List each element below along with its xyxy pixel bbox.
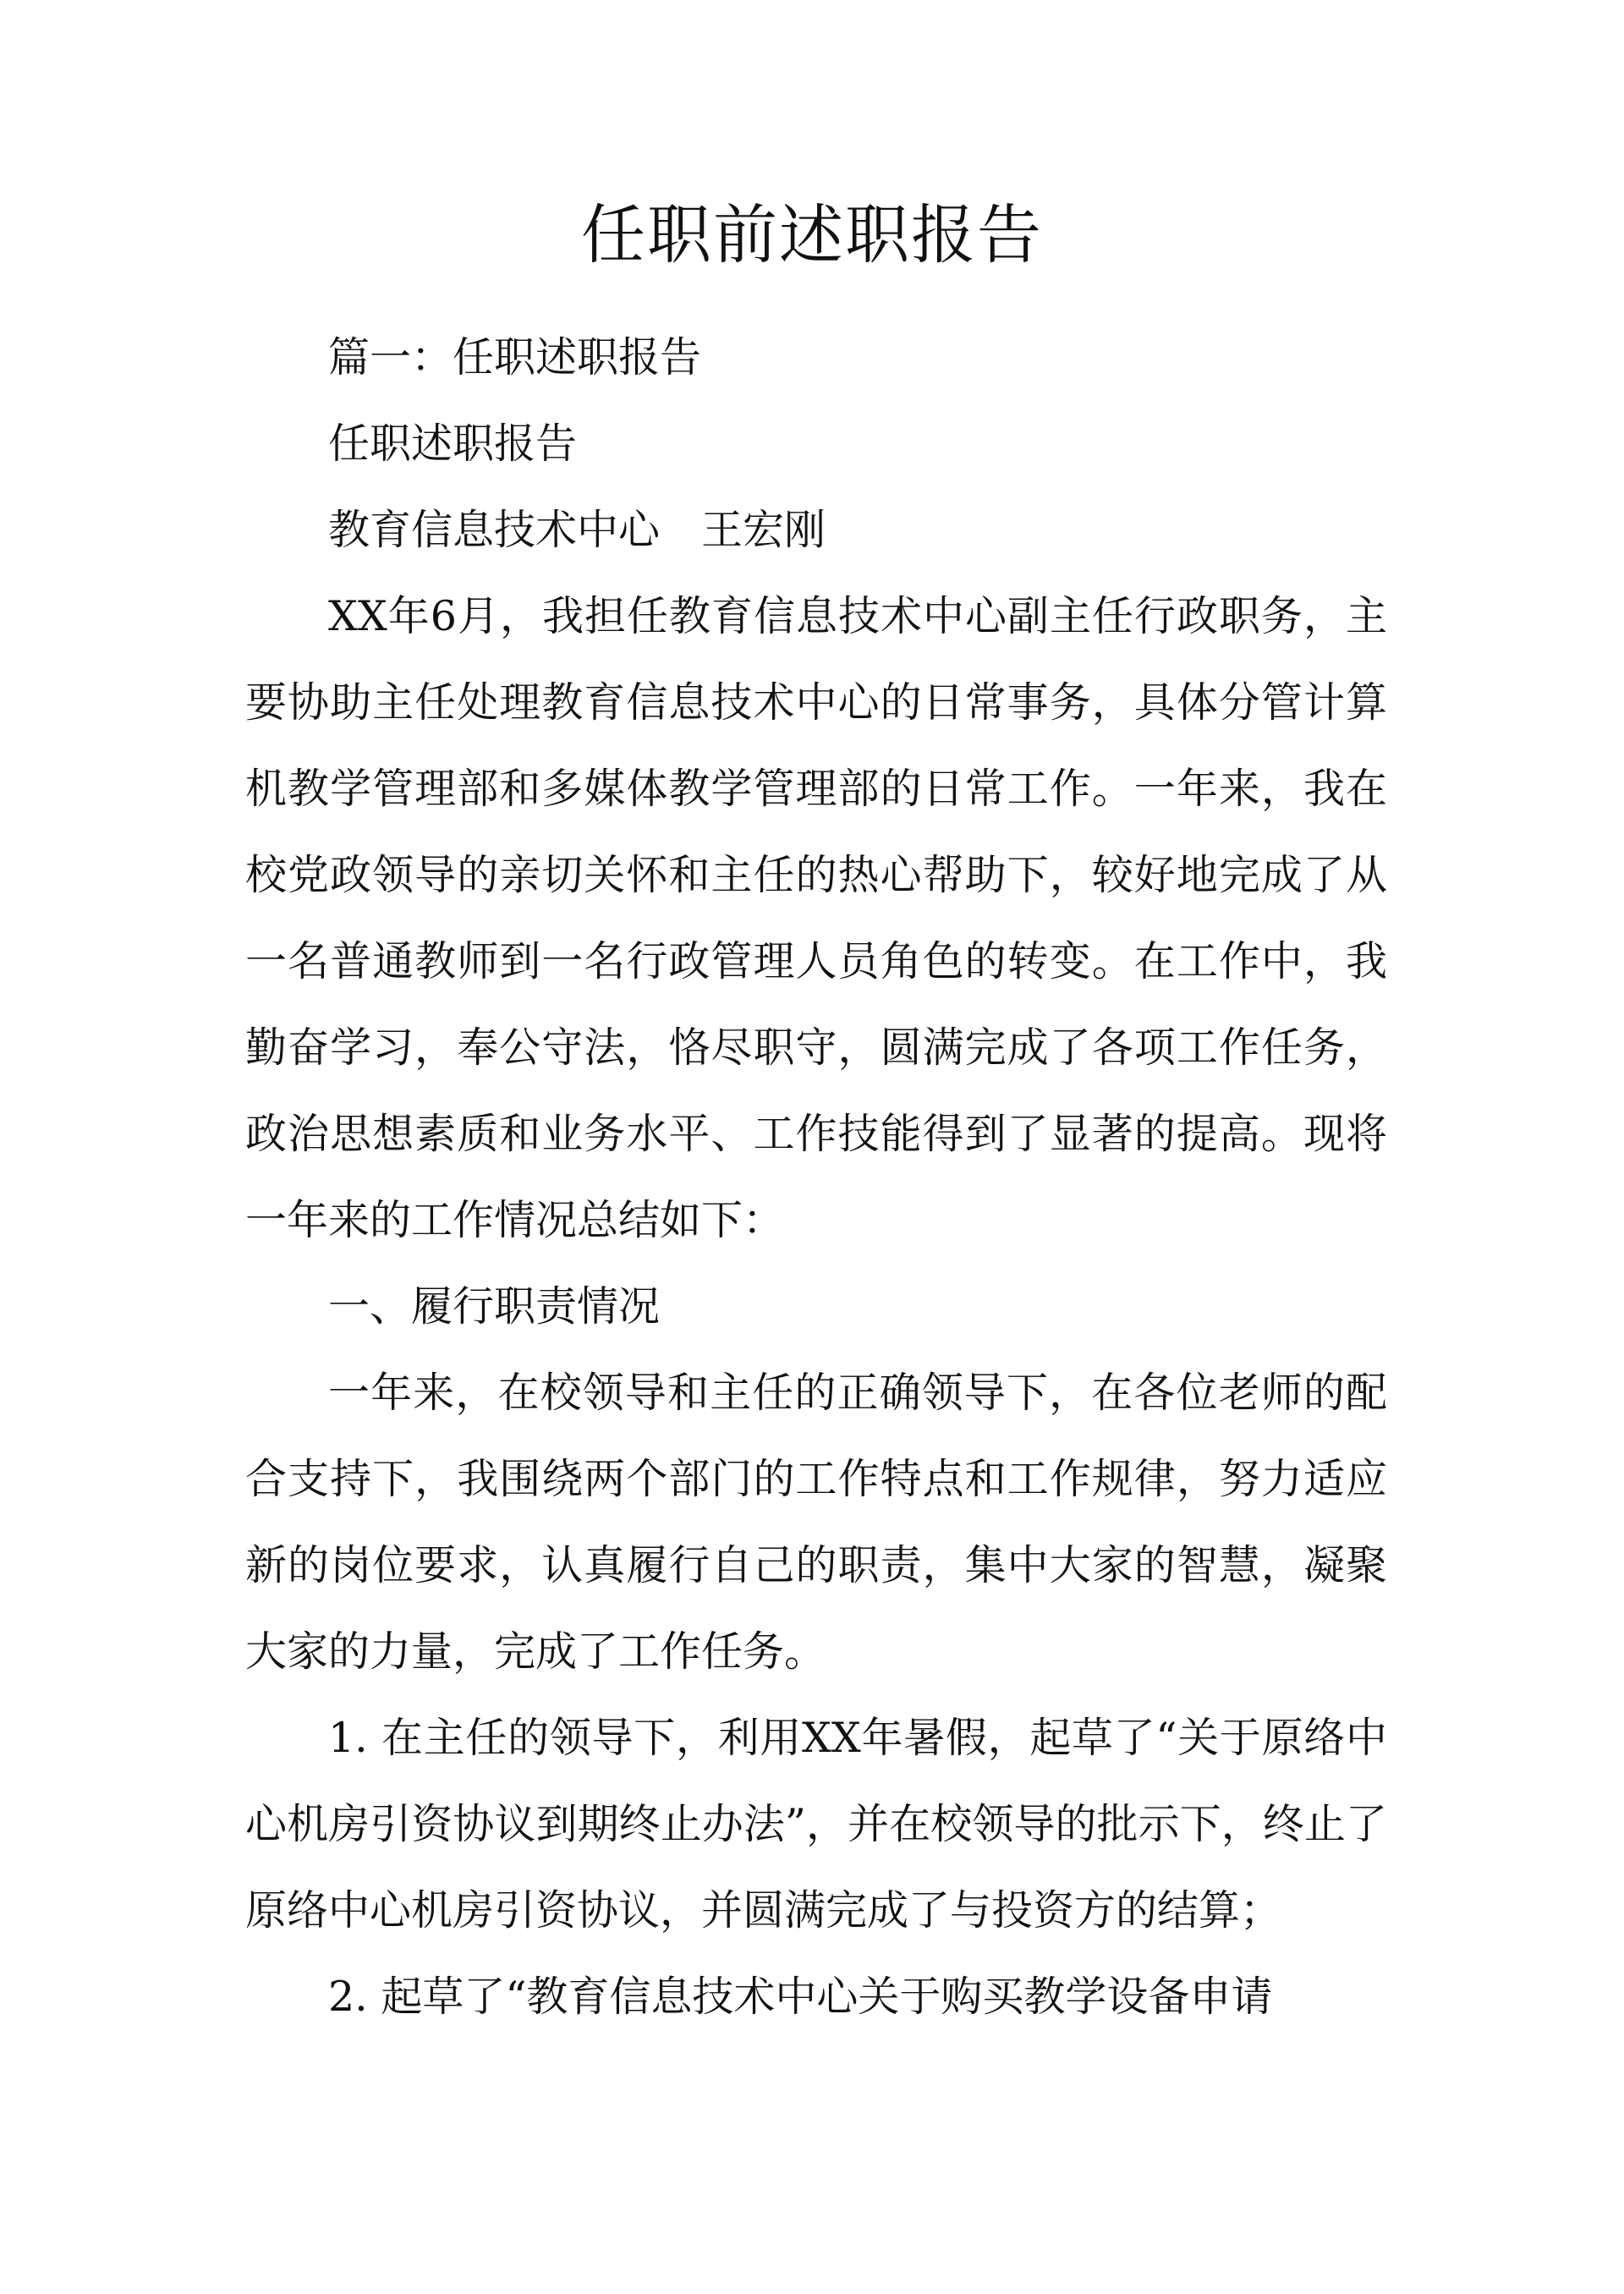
author-line: 教育信息技术中心 王宏刚 <box>328 506 826 554</box>
section-heading: 篇一：任职述职报告 <box>328 333 702 381</box>
document-title: 任职前述职报告 <box>581 197 1043 272</box>
document-body <box>245 315 1387 2040</box>
report-title: 任职述职报告 <box>328 420 578 468</box>
list-item-2: 2. 起草了“教育信息技术中心关于购买教学设备申请 <box>328 1973 1273 2021</box>
list-item-1: 1. 在主任的领导下，利用XX年暑假，起草了“关于原络中心机房引资协议到期终止办法”，并在校领导的批示下，终止了原络中心机房引资协议，并圆满完成了与投资方的结算； <box>245 1714 1387 1935</box>
duties-paragraph: 一年来，在校领导和主任的正确领导下，在各位老师的配合支持下，我围绕两个部门的工作特点和工作规律，努力适应新的岗位要求，认真履行自己的职责，集中大家的智慧，凝聚大家的力量，完成了工作任务。 <box>245 1369 1387 1676</box>
subheading-duties: 一、履行职责情况 <box>328 1282 661 1331</box>
intro-paragraph: XX年6月，我担任教育信息技术中心副主任行政职务，主要协助主任处理教育信息技术中心的日常事务，具体分管计算机教学管理部和多媒体教学管理部的日常工作。一年来，我在校党政领导的亲切关怀和主任的热心帮助下，较好地完成了从一名普通教师到一名行政管理人员角色的转变。在工作中，我勤奋学习，奉公守法，恪尽职守，圆满完成了各项工作任务，政治思想素质和业务水平、工作技能得到了显著的提高。现将一年来的工作情况总结如下： <box>245 592 1387 1244</box>
